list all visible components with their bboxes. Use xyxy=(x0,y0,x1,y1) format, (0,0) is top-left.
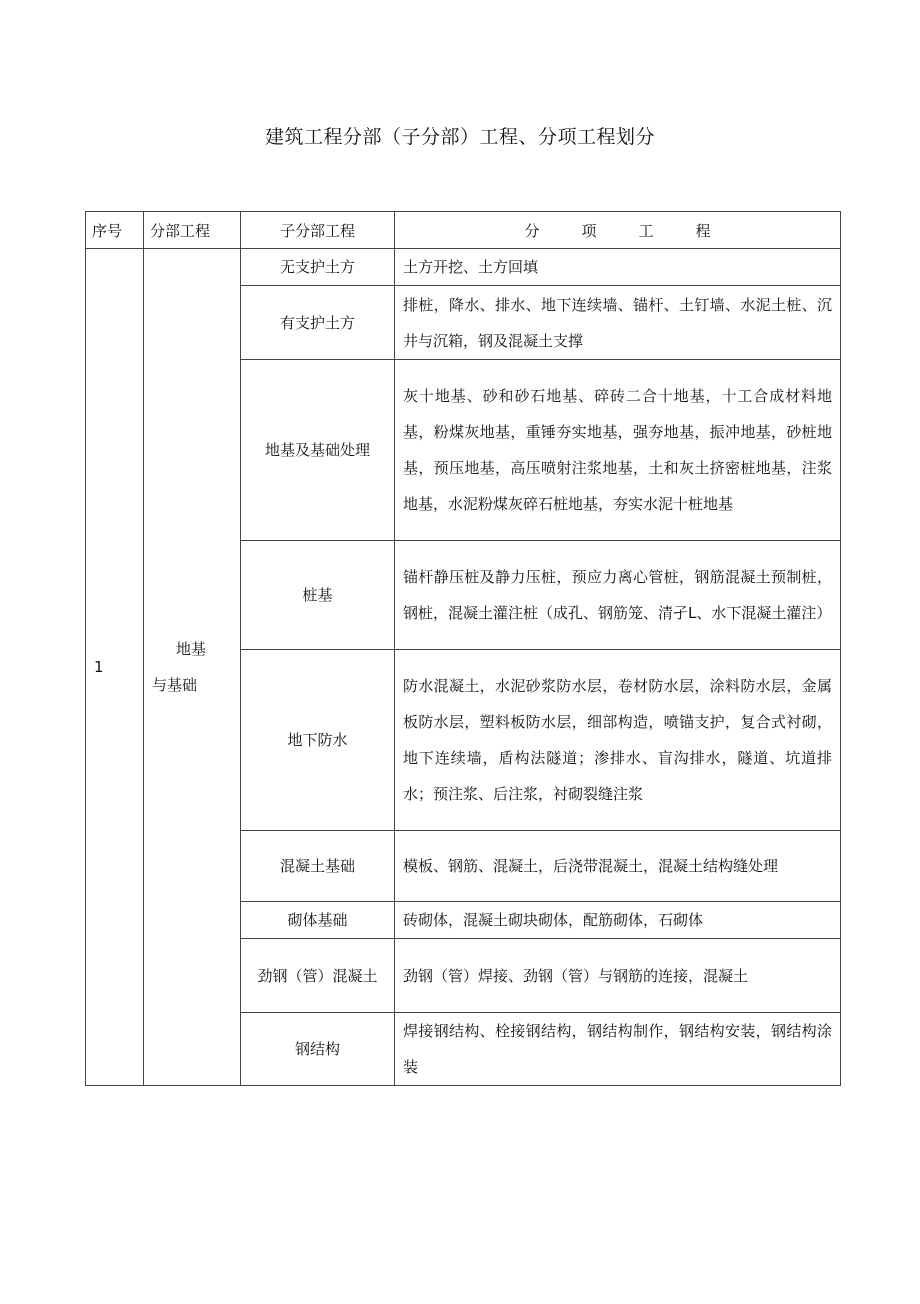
division-cell xyxy=(144,249,241,1086)
sub-division-cell: 劲钢（管）混凝土 xyxy=(241,939,395,1013)
division-line2: 与基础 xyxy=(152,676,198,694)
sub-division-cell: 桩基 xyxy=(241,541,395,650)
header-seq: 序号 xyxy=(86,212,144,249)
sub-division-cell: 有支护土方 xyxy=(241,286,395,360)
items-cell: 锚杆静压桩及静力压桩，预应力离心管桩，钢筋混凝土预制桩，钢桩，混凝土灌注桩（成孔、钢筋笼、清孑L、水下混凝土灌注） xyxy=(395,541,841,650)
items-cell: 灰十地基、砂和砂石地基、碎砖二合十地基，十工合成材料地基，粉煤灰地基，重锤夯实地基，强夯地基，振冲地基，砂桩地基，预压地基，高压喷射注浆地基，土和灰土挤密桩地基，注浆地基，水泥粉煤灰碎石桩地基，夯实水泥十桩地基 xyxy=(395,360,841,541)
division-table xyxy=(85,211,841,1086)
sub-division-cell: 地下防水 xyxy=(241,650,395,831)
header-division: 分部工程 xyxy=(144,212,241,249)
items-cell: 防水混凝土，水泥砂浆防水层，卷材防水层，涂料防水层，金属板防水层，塑料板防水层，细部构造，喷锚支护，复合式衬砌，地下连续墙，盾构法隧道；渗排水、盲沟排水，隧道、坑道排水；预注浆、后注浆，衬砌裂缝注浆 xyxy=(395,650,841,831)
sub-division-cell: 地基及基础处理 xyxy=(241,360,395,541)
table-header-row xyxy=(86,212,841,249)
header-sub-division: 子分部工程 xyxy=(241,212,395,249)
sub-division-cell: 钢结构 xyxy=(241,1013,395,1086)
page-title: 建筑工程分部（子分部）工程、分项工程划分 xyxy=(264,126,655,148)
sub-division-cell: 无支护土方 xyxy=(241,249,395,286)
seq-cell: 1 xyxy=(86,249,144,1086)
items-cell: 焊接钢结构、栓接钢结构，钢结构制作，钢结构安装，钢结构涂装 xyxy=(395,1013,841,1086)
sub-division-cell: 混凝土基础 xyxy=(241,831,395,902)
items-cell: 劲钢（管）焊接、劲钢（管）与钢筋的连接，混凝土 xyxy=(395,939,841,1013)
sub-division-cell: 砌体基础 xyxy=(241,902,395,939)
items-cell: 土方开挖、土方回填 xyxy=(395,249,841,286)
items-cell: 砖砌体，混凝土砌块砌体，配筋砌体，石砌体 xyxy=(395,902,841,939)
items-cell: 模板、钢筋、混凝土，后浇带混凝土，混凝土结构缝处理 xyxy=(395,831,841,902)
header-items: 分项工程 xyxy=(395,212,841,249)
items-cell: 排桩，降水、排水、地下连续墙、锚杆、土钉墙、水泥土桩、沉井与沉箱，钢及混凝土支撑 xyxy=(395,286,841,360)
division-line1: 地基 xyxy=(176,640,207,658)
table-row xyxy=(86,249,841,286)
